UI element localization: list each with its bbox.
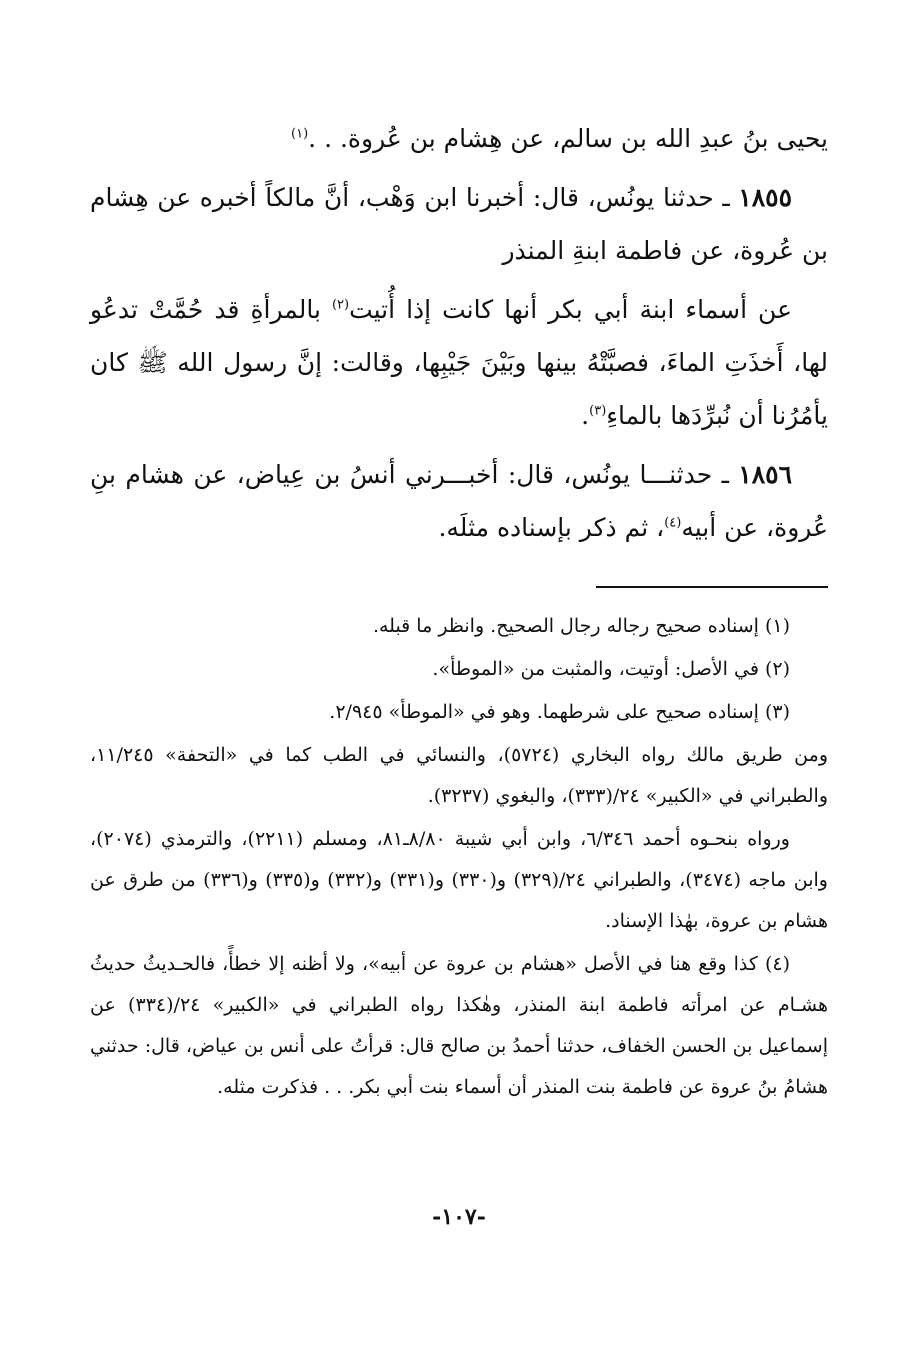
footnote-separator bbox=[596, 586, 828, 588]
footnote-ref-1: (١) bbox=[291, 126, 309, 142]
hadith-number-1855: ١٨٥٥ bbox=[738, 183, 792, 212]
book-page bbox=[90, 0, 828, 1361]
main-text bbox=[90, 112, 828, 560]
hadith-1855-matn-a: عن أسماء ابنة أبي بكر أنها كانت إذا أُتيت bbox=[349, 295, 792, 324]
hadith-1855-matn bbox=[90, 283, 828, 442]
continuation-line bbox=[90, 112, 828, 165]
hadith-number-1856: ١٨٥٦ bbox=[738, 460, 792, 489]
hadith-1855-isnad: ـ حدثنا يونُس، قال: أخبرنا ابن وَهْب، أنَّ مالكاً أخبره عن هِشام بن عُروة، عن فاطمة ابنةِ المنذر bbox=[90, 183, 828, 265]
footnote-1: (١) إسناده صحيح رجاله رجال الصحيح. وانظر ما قبله. bbox=[372, 615, 790, 637]
footnote-ref-4: (٤) bbox=[664, 515, 682, 531]
footnote-3-paragraph-2: ومن طريق مالك رواه البخاري (٥٧٢٤)، والنسائي في الطب كما في «التحفة» ١١/٢٤٥، والطبراني في «الكبير» ٢٤/(٣٣٣)، والبغوي (٣٢٣٧). bbox=[90, 744, 829, 807]
footnote-3-paragraph-3: ورواه بنحـوه أحمد ٦/٣٤٦، وابن أبي شيبة ٨/٨٠ـ٨١، ومسلم (٢٢١١)، والترمذي (٢٠٧٤)، وابن ماجه (٣٤٧٤)، والطبراني ٢٤/(٣٢٩) و(٣٣٠) و(٣٣١) و(٣٣٢) و(٣٣٥) و(٣٣٦) من طرق عن هشام بن عروة، بهٰذا الإسناد. bbox=[90, 828, 828, 932]
continuation-text: يحيى بنُ عبدِ الله بن سالم، عن هِشام بن عُروة. . . bbox=[308, 124, 828, 153]
hadith-1856 bbox=[90, 448, 828, 554]
footnote-4: (٤) كذا وقع هنا في الأصل «هشام بن عروة عن أبيه»، ولا أظنه إلا خطأً، فالحـديثُ حديثُ هشـام عن امرأته فاطمة ابنة المنذر، وهٰكذا رواه الطبراني في «الكبير» ٢٤/(٣٣٤) عن إسماعيل بن الحسن الخفاف، حدثنا أحمدُ بن صالح قال: قرأتُ على أنس بن عياض، قال: حدثني هشامُ بنُ عروة عن فاطمة بنت المنذر أن أسماء بنت أبي بكر. . . فذكرت مثله. bbox=[90, 953, 828, 1098]
page-number: -١٠٧- bbox=[432, 1204, 486, 1230]
hadith-1855-matn-b: بالمرأةِ قد حُمَّتْ تدعُو لها، أَخذَتِ الماءَ، فصبَّتْهُ بينها وبَيْنَ جَيْبِها، وقالت: إنَّ رسول الله ﷺ كان يأمُرُنا أن نُبرِّدَها بالماءِ bbox=[90, 295, 828, 430]
footnote-3: (٣) إسناده صحيح على شرطهما. وهو في «الموطأ» ٢/٩٤٥. bbox=[329, 701, 790, 723]
footnote-ref-3: (٣) bbox=[589, 403, 607, 419]
hadith-1855-end: . bbox=[581, 401, 590, 430]
footnotes bbox=[90, 606, 828, 1110]
hadith-1855 bbox=[90, 171, 828, 277]
hadith-1856-text-b: ، ثم ذكر بإسناده مثلَه. bbox=[438, 513, 665, 542]
footnote-2: (٢) في الأصل: أوتيت، والمثبت من «الموطأ». bbox=[432, 658, 790, 680]
hadith-1856-text-a: ـ حدثنـــا يونُس، قال: أخبـــرني أنسُ بن عِياض، عن هشام بنِ عُروة، عن أبيه bbox=[90, 460, 828, 542]
footnote-ref-2: (٢) bbox=[331, 297, 350, 313]
